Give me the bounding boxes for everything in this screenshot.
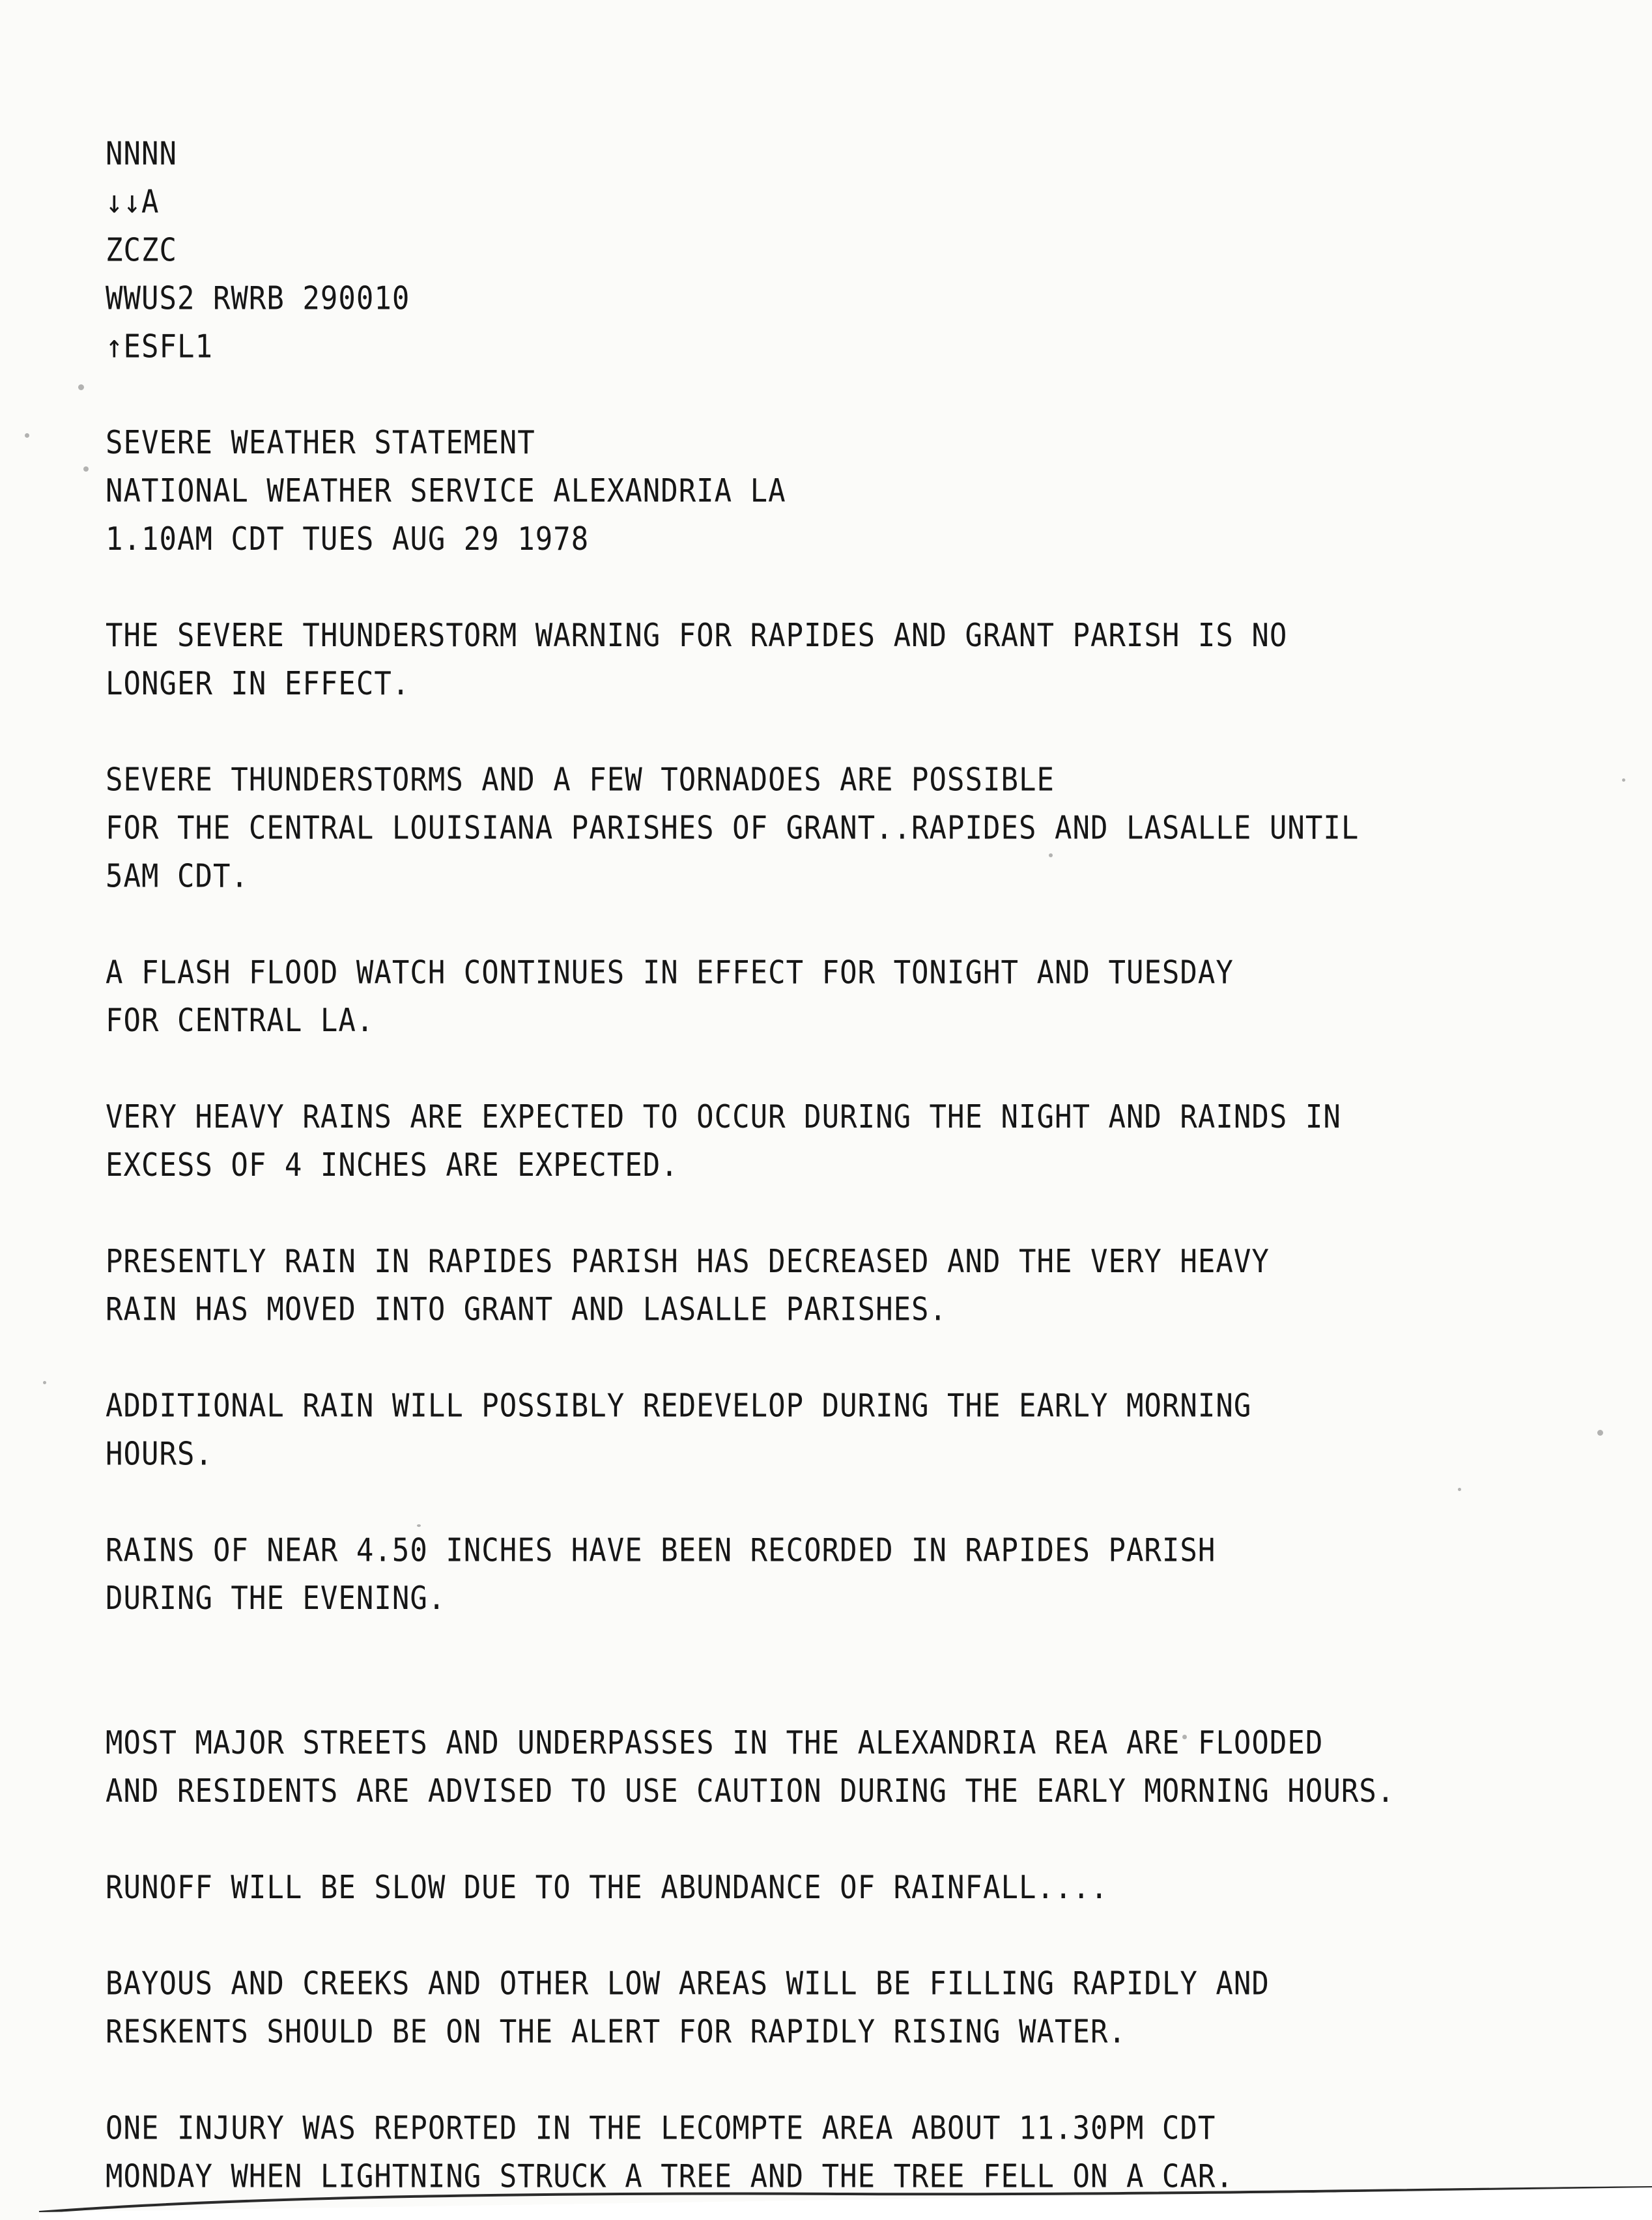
- paragraph-line: LONGER IN EFFECT.: [106, 664, 410, 703]
- header-line: WWUS2 RWRB 290010: [106, 279, 410, 317]
- paragraph: [106, 2105, 1604, 2201]
- message-header: [106, 130, 1604, 371]
- scan-speck: [78, 384, 84, 390]
- statement-title: [106, 420, 1604, 564]
- paragraph-line: SEVERE THUNDERSTORMS AND A FEW TORNADOES ARE POSSIBLE: [106, 761, 1055, 799]
- paragraph-line: THE SEVERE THUNDERSTORM WARNING FOR RAPIDES AND GRANT PARISH IS NO: [106, 617, 1288, 655]
- paragraph-line: ONE INJURY WAS REPORTED IN THE LECOMPTE AREA ABOUT 11.30PM CDT: [106, 2109, 1216, 2147]
- paragraph: [106, 1960, 1604, 2056]
- header-line: ZCZC: [106, 231, 177, 269]
- paragraph-line: AND RESIDENTS ARE ADVISED TO USE CAUTION DURING THE EARLY MORNING HOURS.: [106, 1772, 1395, 1810]
- paragraph-line: MONDAY WHEN LIGHTNING STRUCK A TREE AND THE TREE FELL ON A CAR.: [106, 2157, 1234, 2195]
- paragraph-line: A FLASH FLOOD WATCH CONTINUES IN EFFECT FOR TONIGHT AND TUESDAY: [106, 954, 1234, 991]
- title-line: 1.10AM CDT TUES AUG 29 1978: [106, 520, 590, 558]
- paragraph: [106, 1238, 1604, 1334]
- paragraph: [106, 1719, 1604, 1815]
- paragraph: [106, 1864, 1604, 1912]
- header-line: NNNN: [106, 135, 177, 173]
- paragraph-line: RESKENTS SHOULD BE ON THE ALERT FOR RAPIDLY RISING WATER.: [106, 2013, 1126, 2051]
- paragraph-line: 5AM CDT.: [106, 857, 249, 895]
- paragraph: [106, 1093, 1604, 1189]
- scan-speck: [1622, 778, 1625, 782]
- title-line: NATIONAL WEATHER SERVICE ALEXANDRIA LA: [106, 472, 786, 510]
- paragraph: [106, 949, 1604, 1046]
- paragraph-line: RAINS OF NEAR 4.50 INCHES HAVE BEEN RECORDED IN RAPIDES PARISH: [106, 1531, 1216, 1569]
- paragraph-line: DURING THE EVENING.: [106, 1580, 446, 1617]
- paragraph-line: EXCESS OF 4 INCHES ARE EXPECTED.: [106, 1146, 679, 1184]
- paragraph: [106, 612, 1604, 708]
- paragraph-line: FOR CENTRAL LA.: [106, 1002, 375, 1040]
- scan-speck: [83, 466, 89, 472]
- paragraph-line: ADDITIONAL RAIN WILL POSSIBLY REDEVELOP DURING THE EARLY MORNING: [106, 1387, 1252, 1425]
- paragraph-line: RUNOFF WILL BE SLOW DUE TO THE ABUNDANCE OF RAINFALL....: [106, 1868, 1109, 1907]
- paragraph-line: PRESENTLY RAIN IN RAPIDES PARISH HAS DECREASED AND THE VERY HEAVY: [106, 1243, 1270, 1281]
- scan-speck: [43, 1381, 46, 1384]
- paragraph-line: MOST MAJOR STREETS AND UNDERPASSES IN THE ALEXANDRIA REA ARE FLOODED: [106, 1724, 1324, 1762]
- paragraph: [106, 1382, 1604, 1479]
- scan-speck: [25, 433, 29, 438]
- paragraph-line: FOR THE CENTRAL LOUISIANA PARISHES OF GRANT..RAPIDES AND LASALLE UNTIL: [106, 809, 1360, 847]
- teletype-text: [106, 130, 1604, 2201]
- paragraph-line: RAIN HAS MOVED INTO GRANT AND LASALLE PARISHES.: [106, 1290, 948, 1329]
- paragraph-line: VERY HEAVY RAINS ARE EXPECTED TO OCCUR DURING THE NIGHT AND RAINDS IN: [106, 1098, 1341, 1136]
- header-line: ↓↓A: [106, 183, 160, 221]
- paragraph: [106, 756, 1604, 901]
- paragraph: [106, 1527, 1604, 1623]
- paragraph-line: HOURS.: [106, 1435, 213, 1473]
- header-line: ↑ESFL1: [106, 328, 213, 365]
- paragraph-line: BAYOUS AND CREEKS AND OTHER LOW AREAS WILL BE FILLING RAPIDLY AND: [106, 1965, 1270, 2002]
- title-line: SEVERE WEATHER STATEMENT: [106, 424, 535, 462]
